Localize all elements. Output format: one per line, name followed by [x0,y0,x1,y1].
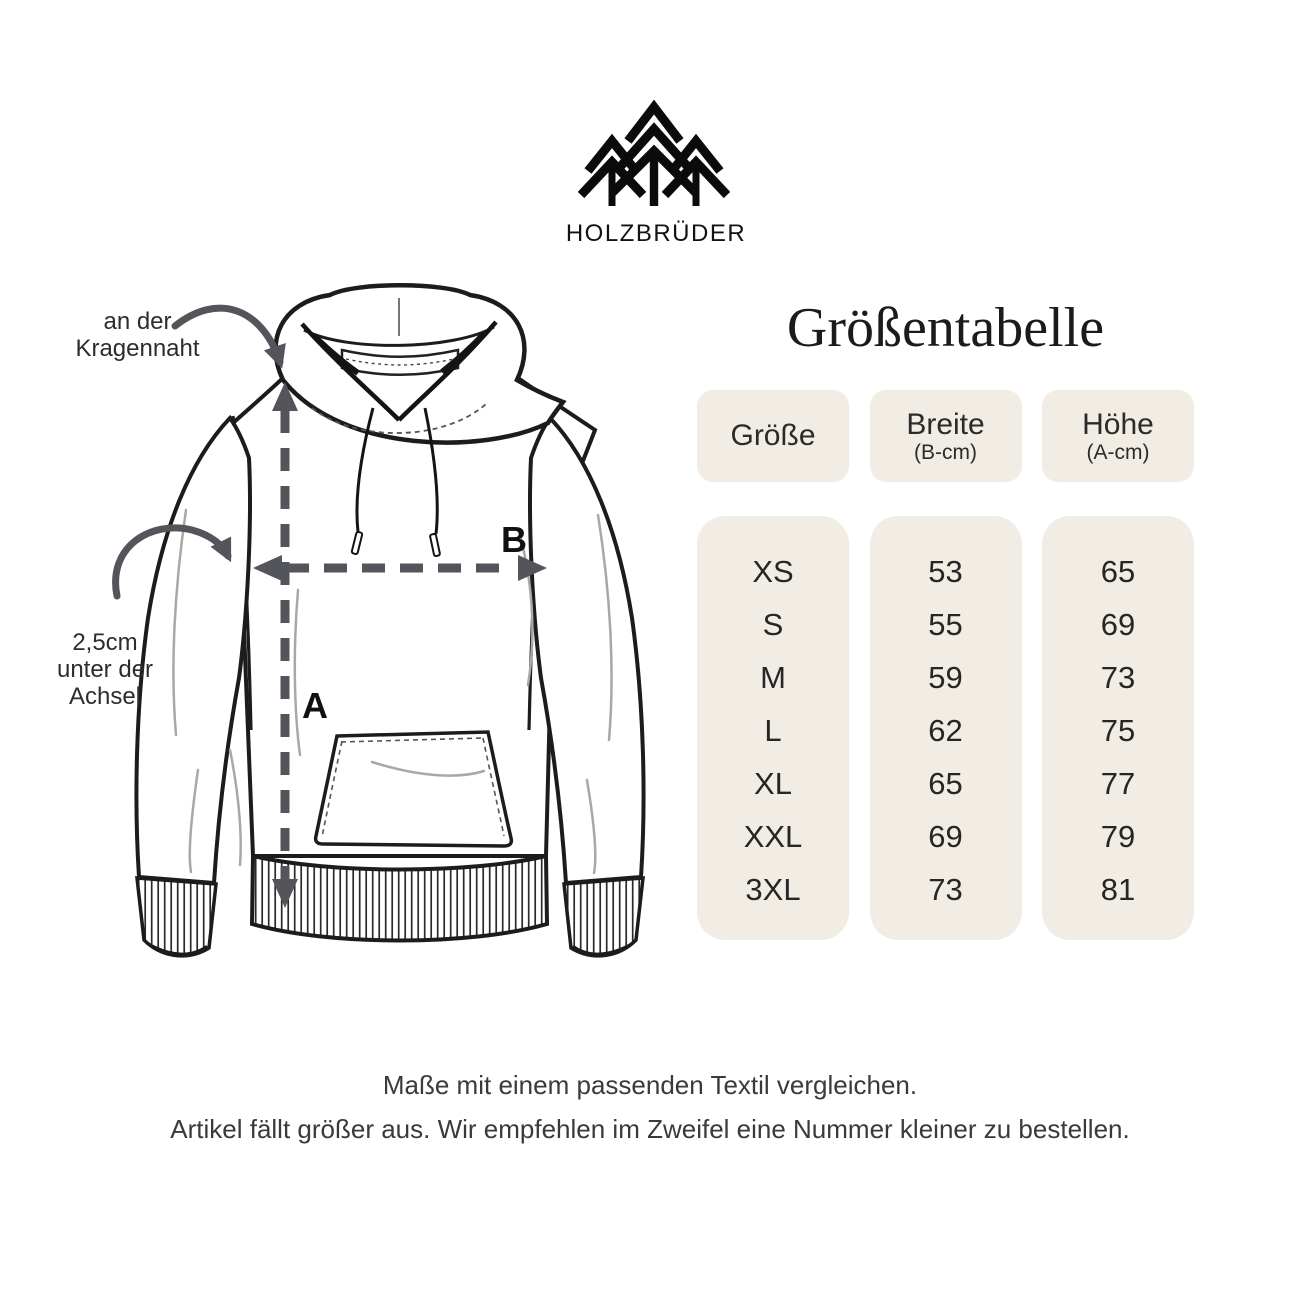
footer-line1: Maße mit einem passenden Textil vergleichen. [382,1070,918,1100]
brand-name: HOLZBRÜDER [565,220,747,247]
breite-cell: 55 [928,606,963,642]
size-cell: XXL [743,818,803,854]
breite-cell: 59 [928,659,963,695]
trees-logo-icon [578,96,730,218]
breite-cell: 65 [928,765,963,801]
header-cell-groesse [697,390,849,482]
hoehe-cell: 73 [1100,659,1136,695]
hoehe-cell: 81 [1100,871,1136,907]
armpit-annotation [26,629,184,710]
hoehe-cell: 77 [1100,765,1136,801]
header-sublabel: (B-cm) [914,440,977,464]
header-label: Größe [730,419,816,452]
armpit-annotation-line3: Achsel [68,683,142,710]
collar-annotation-line2: Kragennaht [75,335,200,362]
size-table [697,390,1194,940]
armpit-annotation-line2: unter der [56,656,154,683]
size-cell: XL [754,765,792,801]
size-table-body [697,516,1194,940]
size-cell: S [762,606,784,642]
breite-cell: 69 [928,818,963,854]
column-sizes [697,516,849,940]
footer-note [0,1063,1300,1151]
hoehe-cell: 69 [1100,606,1136,642]
header-cell-breite [870,390,1022,482]
hem-band [252,856,547,941]
size-cell: XS [752,553,794,589]
hoehe-cell: 79 [1100,818,1136,854]
footer-line2: Artikel fällt größer aus. Wir empfehlen im Zweifel eine Nummer kleiner zu bestellen. [170,1114,1130,1144]
collar-annotation [55,308,220,362]
label-b: B [501,519,527,560]
header-cell-hoehe [1042,390,1194,482]
size-table-header [697,390,1194,482]
header-label: Höhe [1082,407,1154,441]
label-a: A [302,685,328,726]
breite-cell: 73 [928,871,963,907]
size-table-title: Größentabelle [786,297,1105,359]
size-cell: 3XL [745,871,801,907]
header-sublabel: (A-cm) [1086,440,1150,464]
breite-cell: 53 [928,553,963,589]
column-hoehe [1042,516,1194,940]
hoehe-cell: 65 [1100,553,1136,589]
header-label: Breite [906,407,985,441]
column-breite [870,516,1022,940]
breite-cell: 62 [928,712,963,748]
collar-annotation-line1: an der [103,308,172,335]
size-cell: L [764,712,782,748]
size-cell: M [760,659,786,695]
kangaroo-pocket [316,732,512,846]
armpit-annotation-line1: 2,5cm [72,629,138,656]
hoehe-cell: 75 [1100,712,1136,748]
